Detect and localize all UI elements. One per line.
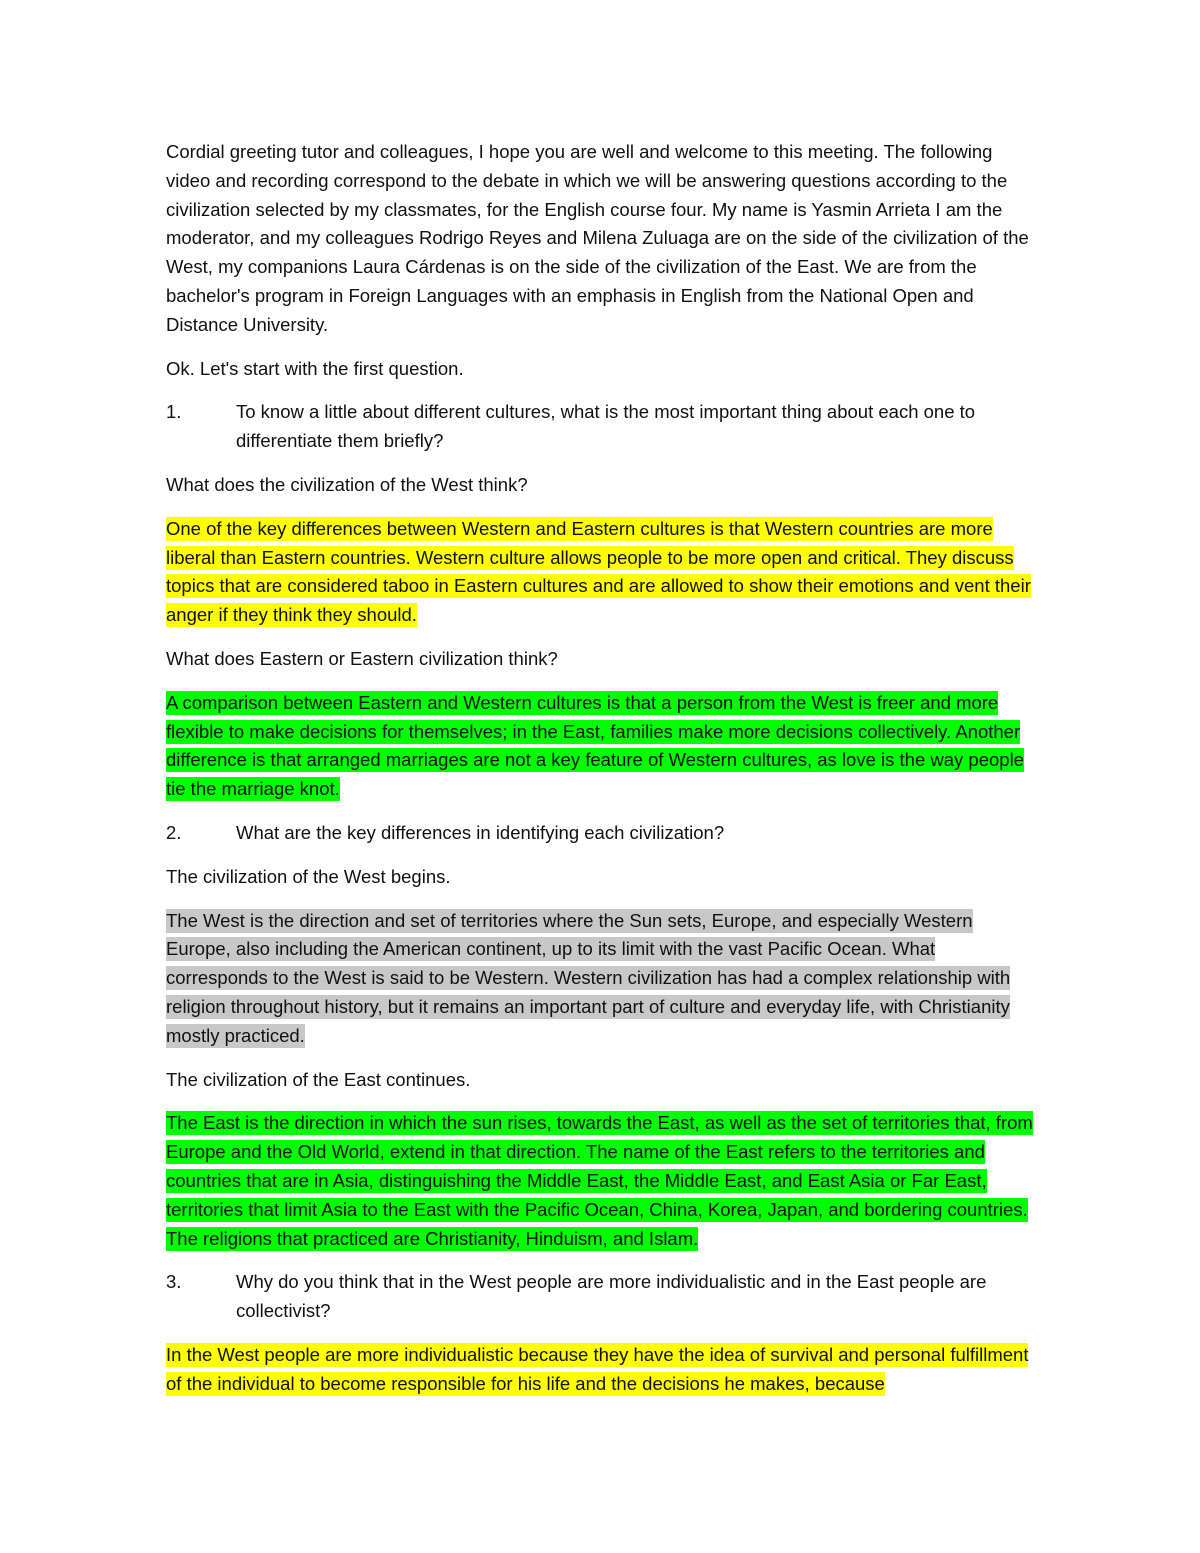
east-answer-1 (166, 689, 1034, 804)
west-prompt-2: The civilization of the West begins. (166, 865, 451, 887)
question-number: 1. (166, 401, 182, 423)
start-paragraph: Ok. Let's start with the first question. (166, 357, 464, 379)
question-2 (166, 819, 1034, 848)
intro-paragraph: Cordial greeting tutor and colleagues, I hope you are well and welcome to this meeting. The following video and recording correspond to the debate in which we will be answering questions according to the civilization selected by my classmates, for the English course four. My name is Yasmin Arrieta I am the moderator, and my colleagues Rodrigo Reyes and Milena Zuluaga are on the side of the civilization of the West, my companions Laura Cárdenas is on the side of the civilization of the East. We are from the bachelor's program in Foreign Languages with an emphasis in English from the National Open and Distance University. (166, 141, 1029, 335)
question-text: Why do you think that in the West people are more individualistic and in the East people are collectivist? (236, 1271, 987, 1322)
west-answer-2 (166, 907, 1034, 1051)
highlighted-text: The West is the direction and set of territories where the Sun sets, Europe, and especially Western Europe, also including the American continent, up to its limit with the vast Pacific Ocean. What corresponds to the West is said to be Western. Western civilization has had a complex relationship with religion throughout history, but it remains an important part of culture and everyday life, with Christianity mostly practiced. (166, 909, 1011, 1046)
highlighted-text: In the West people are more individualistic because they have the idea of survival and personal fulfillment of the individual to become responsible for his life and the decisions he makes, because (166, 1343, 1029, 1394)
highlighted-text: The East is the direction in which the sun rises, towards the East, as well as the set of territories that, from Europe and the Old World, extend in that direction. The name of the East refers to the territories and countries that are in Asia, distinguishing the Middle East, the Middle East, and East Asia or Far East, territories that limit Asia to the East with the Pacific Ocean, China, Korea, Japan, and bordering countries. The religions that practiced are Christianity, Hinduism, and Islam. (166, 1112, 1033, 1249)
question-3 (166, 1268, 1034, 1326)
question-text: What are the key differences in identifying each civilization? (236, 821, 725, 843)
highlighted-text: One of the key differences between Western and Eastern cultures is that Western countries are more liberal than Eastern countries. Western culture allows people to be more open and critical. They discuss topics that are considered taboo in Eastern cultures and are allowed to show their emotions and vent their anger if they think they should. (166, 517, 1031, 626)
east-prompt-1: What does Eastern or Eastern civilization think? (166, 647, 558, 669)
west-answer-1 (166, 515, 1034, 630)
east-answer-2 (166, 1109, 1034, 1253)
west-answer-3 (166, 1341, 1034, 1399)
west-prompt-1: What does the civilization of the West think? (166, 473, 528, 495)
question-text: To know a little about different cultures, what is the most important thing about each one to differentiate them briefly? (236, 401, 976, 452)
question-1 (166, 398, 1034, 456)
document-body (166, 138, 1034, 1413)
highlighted-text: A comparison between Eastern and Western cultures is that a person from the West is freer and more flexible to make decisions for themselves; in the East, families make more decisions collectively. Another difference is that arranged marriages are not a key feature of Western cultures, as love is the way people tie the marriage knot. (166, 691, 1024, 800)
question-number: 2. (166, 821, 182, 843)
question-number: 3. (166, 1271, 182, 1293)
east-prompt-2: The civilization of the East continues. (166, 1068, 471, 1090)
